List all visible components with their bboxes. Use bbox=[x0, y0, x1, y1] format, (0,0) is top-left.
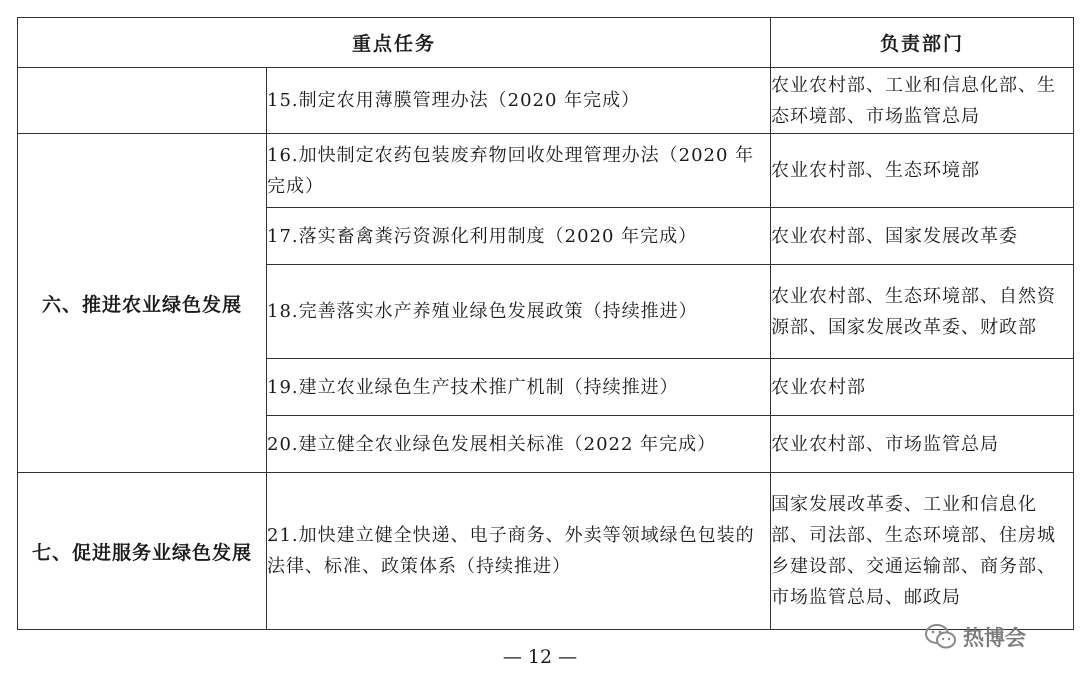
task-cell: 17.落实畜禽粪污资源化利用制度（2020 年完成） bbox=[267, 208, 771, 265]
dept-cell: 国家发展改革委、工业和信息化部、司法部、生态环境部、住房城乡建设部、交通运输部、商务部、市场监管总局、邮政局 bbox=[771, 473, 1074, 630]
task-cell: 21.加快建立健全快递、电子商务、外卖等领域绿色包装的法律、标准、政策体系（持续推进） bbox=[267, 473, 771, 630]
task-cell: 16.加快制定农药包装废弃物回收处理管理办法（2020 年完成） bbox=[267, 134, 771, 208]
table-row bbox=[18, 473, 1074, 630]
header-responsible-dept: 负责部门 bbox=[771, 18, 1074, 68]
wechat-icon bbox=[924, 622, 958, 652]
task-cell: 20.建立健全农业绿色发展相关标准（2022 年完成） bbox=[267, 416, 771, 473]
task-cell: 19.建立农业绿色生产技术推广机制（持续推进） bbox=[267, 359, 771, 416]
task-table bbox=[17, 17, 1074, 630]
dept-cell: 农业农村部、国家发展改革委 bbox=[771, 208, 1074, 265]
dept-cell: 农业农村部、生态环境部、自然资源部、国家发展改革委、财政部 bbox=[771, 265, 1074, 359]
dept-cell: 农业农村部、工业和信息化部、生态环境部、市场监管总局 bbox=[771, 68, 1074, 134]
category-cell: 七、促进服务业绿色发展 bbox=[18, 473, 267, 630]
watermark bbox=[924, 617, 1026, 657]
watermark-text: 热博会 bbox=[963, 626, 1026, 650]
dept-cell: 农业农村部、生态环境部 bbox=[771, 134, 1074, 208]
table-header-row bbox=[18, 18, 1074, 68]
dept-cell: 农业农村部 bbox=[771, 359, 1074, 416]
category-cell: 六、推进农业绿色发展 bbox=[18, 134, 267, 473]
header-key-tasks: 重点任务 bbox=[18, 18, 771, 68]
dept-cell: 农业农村部、市场监管总局 bbox=[771, 416, 1074, 473]
task-cell: 18.完善落实水产养殖业绿色发展政策（持续推进） bbox=[267, 265, 771, 359]
table-row bbox=[18, 134, 1074, 208]
category-cell-empty bbox=[18, 68, 267, 134]
page-number: — 12 — bbox=[502, 646, 578, 668]
table-row bbox=[18, 68, 1074, 134]
task-cell: 15.制定农用薄膜管理办法（2020 年完成） bbox=[267, 68, 771, 134]
